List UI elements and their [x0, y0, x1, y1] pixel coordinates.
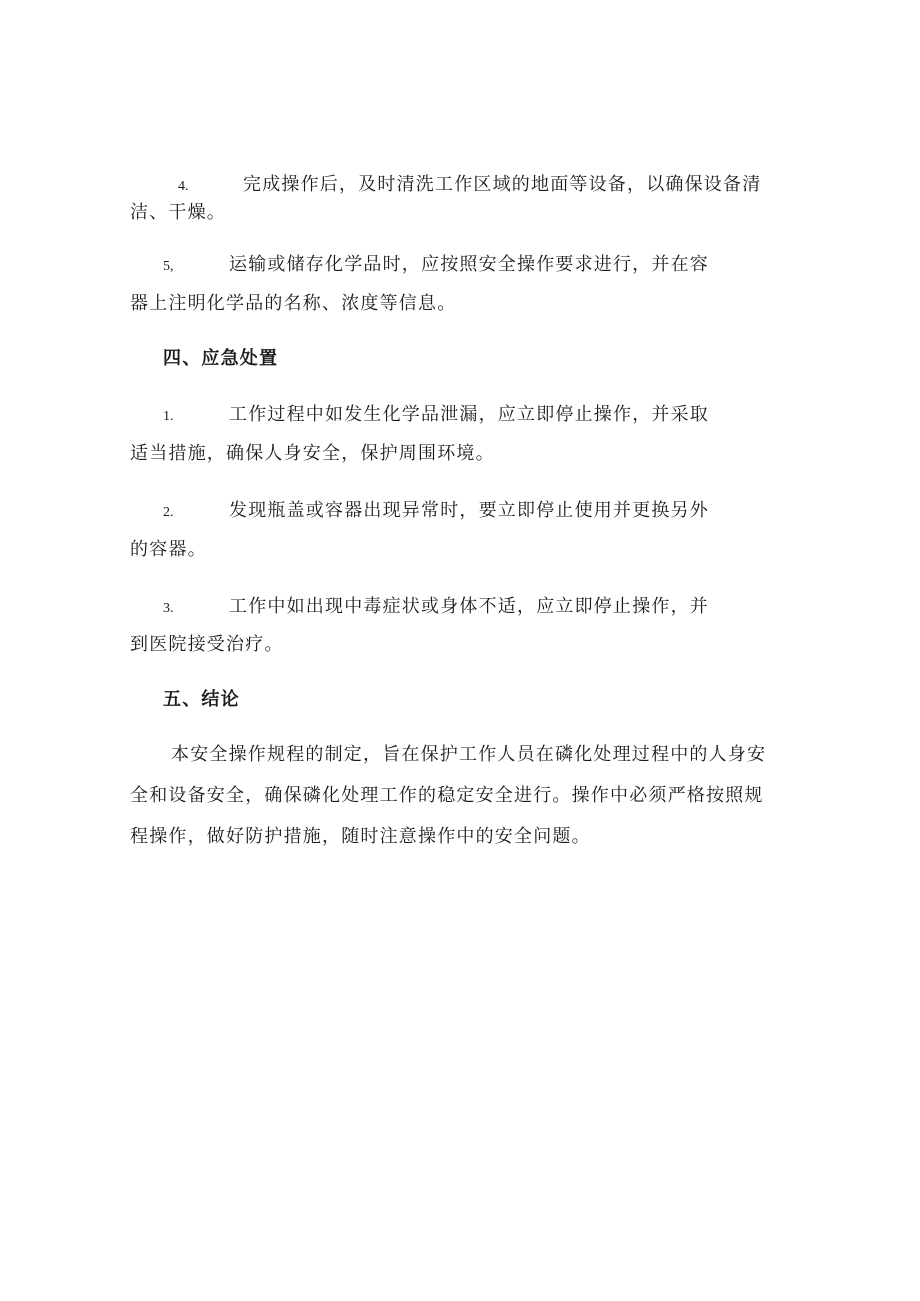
item-text-line: 洁、干燥。: [130, 202, 226, 223]
item-text-line: 的容器。: [130, 539, 207, 560]
item-number: 2.: [163, 505, 174, 520]
paragraph-line: 本安全操作规程的制定，旨在保护工作人员在磷化处理过程中的人身安: [171, 744, 767, 765]
item-text-line: 完成操作后，及时清洗工作区域的地面等设备，以确保设备清: [243, 174, 762, 195]
section-heading: 四、应急处置: [163, 348, 279, 369]
item-text-line: 适当措施，确保人身安全，保护周围环境。: [130, 443, 495, 464]
item-text-line: 运输或储存化学品时，应按照安全操作要求进行，并在容: [229, 254, 709, 275]
item-text-line: 到医院接受治疗。: [130, 634, 284, 655]
item-text-line: 器上注明化学品的名称、浓度等信息。: [130, 293, 457, 314]
item-text-line: 工作过程中如发生化学品泄漏，应立即停止操作，并采取: [229, 404, 709, 425]
item-number: 3.: [163, 601, 174, 616]
item-number: 1.: [163, 409, 174, 424]
item-text-line: 工作中如出现中毒症状或身体不适，应立即停止操作，并: [229, 596, 709, 617]
item-number: 5,: [163, 259, 174, 274]
section-heading: 五、结论: [163, 689, 240, 710]
item-text-line: 发现瓶盖或容器出现异常时，要立即停止使用并更换另外: [229, 500, 709, 521]
paragraph-line: 程操作，做好防护措施，随时注意操作中的安全问题。: [130, 826, 591, 847]
paragraph-line: 全和设备安全，确保磷化处理工作的稳定安全进行。操作中必须严格按照规: [130, 785, 764, 806]
item-number: 4.: [178, 179, 189, 194]
